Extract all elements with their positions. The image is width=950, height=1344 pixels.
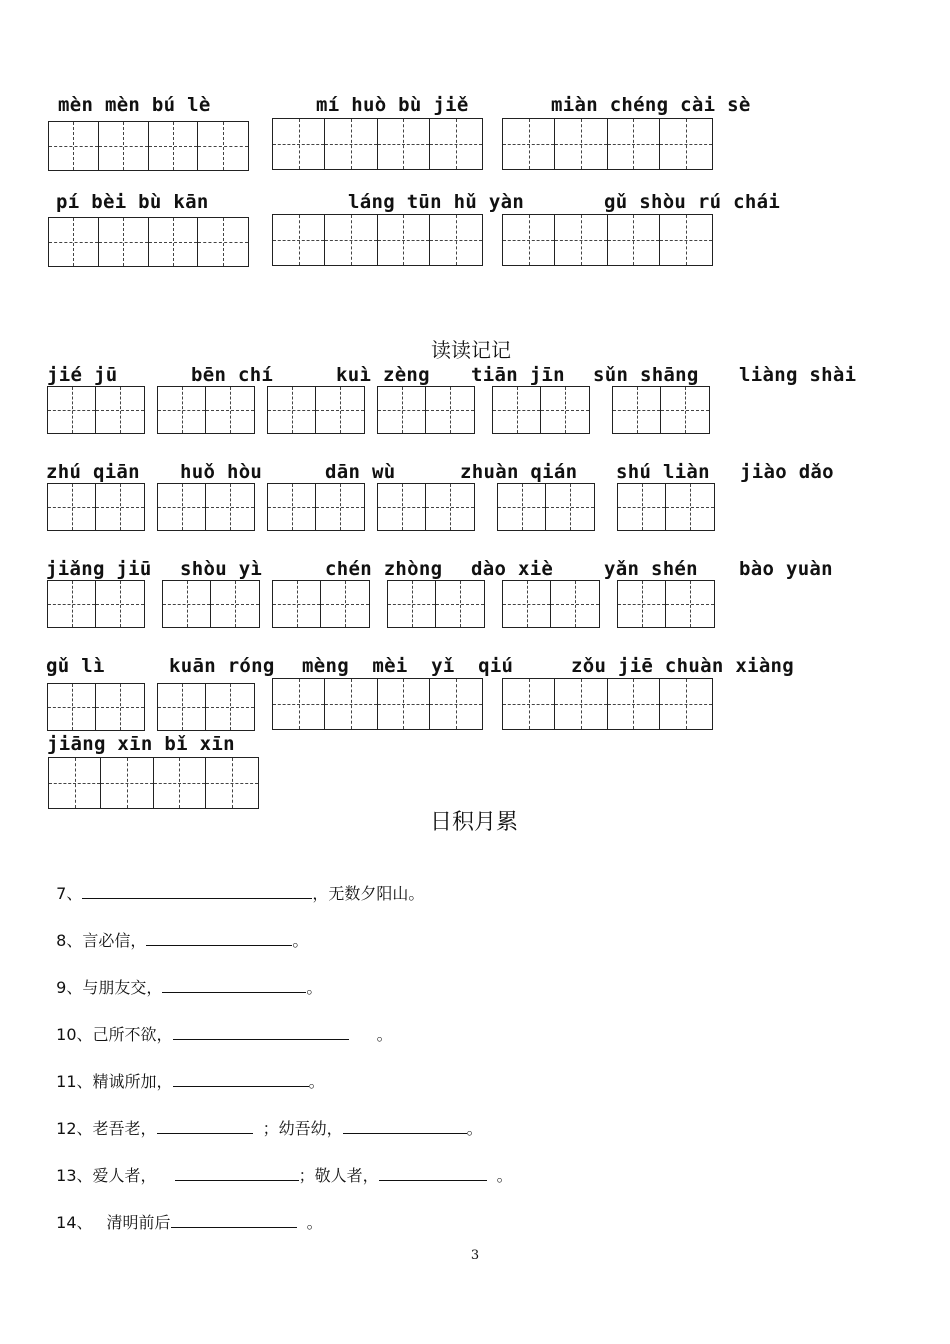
pinyin-label: jiǎng jiū — [46, 558, 152, 580]
answer-blank[interactable] — [173, 1023, 349, 1040]
line-number: 13、 — [56, 1166, 93, 1185]
character-grid[interactable] — [377, 386, 475, 434]
pinyin-label: pí bèi bù kān — [56, 191, 209, 213]
pinyin-label: kuān róng — [169, 655, 275, 677]
page-number: 3 — [470, 1248, 480, 1263]
pinyin-label: gǔ shòu rú chái — [604, 191, 781, 213]
fill-in-line: 7、 ，无数夕阳山。 — [56, 884, 425, 903]
character-grid[interactable] — [502, 118, 713, 170]
pinyin-label: bào yuàn — [739, 558, 833, 580]
character-grid[interactable] — [272, 678, 483, 730]
pinyin-label: sǔn shāng — [593, 364, 699, 386]
section-title-accum: 日积月累 — [430, 810, 519, 835]
pinyin-label: mí huò bù jiě — [316, 94, 469, 116]
answer-blank[interactable] — [175, 1164, 299, 1181]
fill-in-line: 8、言必信， 。 — [56, 931, 309, 950]
character-grid[interactable] — [502, 678, 713, 730]
fill-in-line: 11、精诚所加， 。 — [56, 1072, 325, 1091]
answer-blank[interactable] — [162, 976, 306, 993]
pinyin-label: gǔ lì — [46, 655, 105, 677]
answer-blank[interactable] — [157, 1117, 253, 1134]
line-number: 10、 — [56, 1025, 93, 1044]
line-number: 14、 — [56, 1213, 93, 1232]
pinyin-label: shú liàn — [616, 461, 710, 483]
pinyin-label: yǎn shén — [604, 558, 698, 580]
pinyin-label: huǒ hòu — [180, 461, 263, 483]
character-grid[interactable] — [47, 580, 145, 628]
answer-blank[interactable] — [171, 1211, 297, 1228]
answer-blank[interactable] — [146, 929, 292, 946]
character-grid[interactable] — [612, 386, 710, 434]
pinyin-label: miàn chéng cài sè — [551, 94, 751, 116]
character-grid[interactable] — [387, 580, 485, 628]
pinyin-label: dān wù — [325, 461, 396, 483]
character-grid[interactable] — [502, 214, 713, 266]
pinyin-label: jiāng xīn bǐ xīn — [47, 733, 235, 755]
character-grid[interactable] — [497, 483, 595, 531]
character-grid[interactable] — [502, 580, 600, 628]
pinyin-label: jiào dǎo — [740, 461, 834, 483]
character-grid[interactable] — [47, 683, 145, 731]
fill-in-line: 10、己所不欲， 。 — [56, 1025, 393, 1044]
line-number: 9、 — [56, 978, 83, 997]
line-number: 7、 — [56, 884, 83, 903]
character-grid[interactable] — [48, 121, 249, 171]
character-grid[interactable] — [157, 483, 255, 531]
character-grid[interactable] — [617, 580, 715, 628]
character-grid[interactable] — [48, 757, 259, 809]
pinyin-label: shòu yì — [180, 558, 263, 580]
character-grid[interactable] — [47, 386, 145, 434]
fill-in-line: 12、老吾老， ；幼吾幼， 。 — [56, 1119, 483, 1138]
character-grid[interactable] — [47, 483, 145, 531]
character-grid[interactable] — [617, 483, 715, 531]
answer-blank[interactable] — [173, 1070, 309, 1087]
pinyin-label: bēn chí — [191, 364, 274, 386]
pinyin-label: mèn mèn bú lè — [58, 94, 211, 116]
character-grid[interactable] — [157, 386, 255, 434]
pinyin-label: láng tūn hǔ yàn — [348, 191, 525, 213]
character-grid[interactable] — [272, 214, 483, 266]
pinyin-label: liàng shài — [739, 364, 857, 386]
pinyin-label: mèng mèi yǐ qiú — [302, 655, 514, 677]
pinyin-label: jié jū — [47, 364, 118, 386]
pinyin-label: chén zhòng — [325, 558, 443, 580]
fill-in-line: 13、爱人者， ；敬人者， 。 — [56, 1166, 513, 1185]
pinyin-label: zhú qiān — [46, 461, 140, 483]
answer-blank[interactable] — [82, 882, 312, 899]
character-grid[interactable] — [48, 217, 249, 267]
line-number: 12、 — [56, 1119, 93, 1138]
character-grid[interactable] — [267, 483, 365, 531]
section-title-read: 读读记记 — [431, 338, 511, 362]
pinyin-label: tiān jīn — [471, 364, 565, 386]
character-grid[interactable] — [157, 683, 255, 731]
answer-blank[interactable] — [343, 1117, 467, 1134]
line-number: 8、 — [56, 931, 83, 950]
fill-in-line: 14、 清明前后 。 — [56, 1213, 323, 1232]
pinyin-label: kuì zèng — [336, 364, 430, 386]
character-grid[interactable] — [267, 386, 365, 434]
character-grid[interactable] — [272, 580, 370, 628]
pinyin-label: dào xiè — [471, 558, 554, 580]
fill-in-line: 9、与朋友交， 。 — [56, 978, 323, 997]
character-grid[interactable] — [272, 118, 483, 170]
line-number: 11、 — [56, 1072, 93, 1091]
character-grid[interactable] — [492, 386, 590, 434]
answer-blank[interactable] — [379, 1164, 487, 1181]
character-grid[interactable] — [162, 580, 260, 628]
pinyin-label: zǒu jiē chuàn xiàng — [571, 655, 795, 677]
character-grid[interactable] — [377, 483, 475, 531]
pinyin-label: zhuàn qián — [460, 461, 578, 483]
